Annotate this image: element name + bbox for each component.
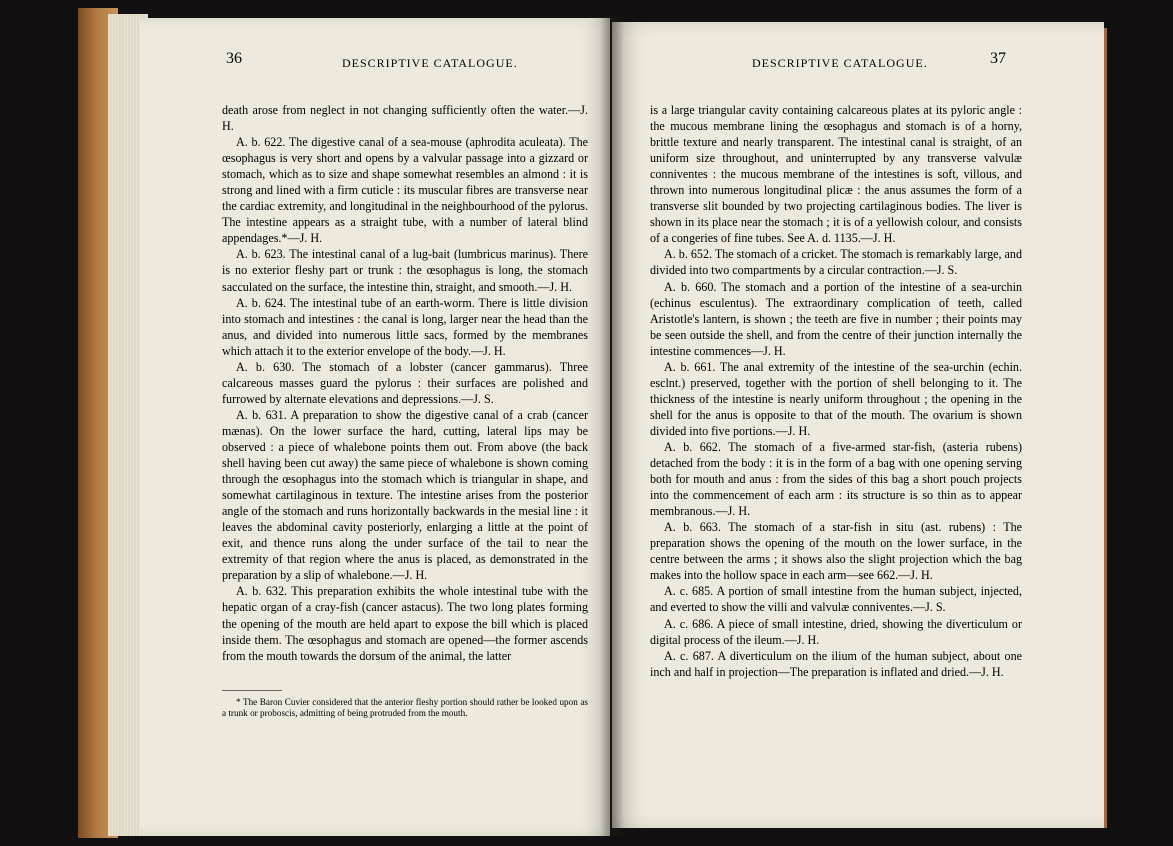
- footnote-text: * The Baron Cuvier considered that the anterior fleshy portion should rather be looked upon as a trunk or proboscis, admitting of being protruded from the mouth.: [222, 697, 588, 718]
- paragraph: A. b. 652. The stomach of a cricket. The stomach is remarkably large, and divided into two compartments by a circular contraction.—J. S.: [650, 247, 1022, 278]
- paragraph: is a large triangular cavity containing calcareous plates at its pyloric angle : the mucous membrane lining the œsophagus and stomach is of a horny, brittle texture and nearly transparent. The intestinal canal is straight, of an uniform size throughout, and uninterrupted by any transverse valvulæ conniventes : the mucous membrane of the intestines is soft, villous, and thrown into numerous longitudinal plicæ : the anus assumes the form of a transverse slit bounded by two projecting cartilaginous bodies. The liver is shown in its place near the stomach ; it is of a yellowish colour, and consists of a congeries of fine tubes. See A. d. 1135.—J. H.: [650, 103, 1022, 246]
- right-page-number: 37: [990, 50, 1006, 67]
- paragraph: A. c. 686. A piece of small intestine, dried, showing the diverticulum or digital process of the ileum.—J. H.: [650, 616, 1022, 647]
- paragraph: death arose from neglect in not changing sufficiently often the water.—J. H.: [222, 103, 588, 134]
- paragraph: A. b. 662. The stomach of a five-armed star-fish, (asteria rubens) detached from the body : it is in the form of a bag with one opening serving both for mouth and anus : from the sides of this bag a short pouch projects into the commencement of each arm : its structure is so thin as to appear membranous.—J. H.: [650, 439, 1022, 519]
- left-page-body: [222, 102, 588, 664]
- right-page-body: [650, 102, 1022, 680]
- paragraph: A. b. 660. The stomach and a portion of the intestine of a sea-urchin (echinus esculentus). The extraordinary complication of teeth, called Aristotle's lantern, is shown ; the teeth are five in number ; their points may be seen outside the shell, and from the centre of their junction internally the intestine commences—J. H.: [650, 279, 1022, 358]
- paragraph: A. c. 685. A portion of small intestine from the human subject, injected, and everted to show the villi and valvulæ conniventes.—J. S.: [650, 584, 1022, 615]
- paragraph: A. c. 687. A diverticulum on the ilium of the human subject, about one inch and half in projection—The preparation is inflated and dried.—J. H.: [650, 648, 1022, 679]
- paragraph: A. b. 623. The intestinal canal of a lug-bait (lumbricus marinus). There is no exterior fleshy part or trunk : the œsophagus is long, the stomach sacculated on the surface, the intestine thin, straight, and smooth.—J. H.: [222, 247, 588, 294]
- paragraph: A. b. 661. The anal extremity of the intestine of the sea-urchin (echin. esclnt.) preserved, together with the portion of shell belonging to it. The thickness of the intestine is nearly uniform throughout ; the opening in the shell for the anus is opposite to that of the mouth. The ovarium is shown divided into five portions.—J. H.: [650, 359, 1022, 438]
- paragraph: A. b. 631. A preparation to show the digestive canal of a crab (cancer mænas). On the lower surface the hard, cutting, lateral lips may be observed : a piece of whalebone points them out. From above (the back shell having been cut away) the same piece of whalebone is shown coming through the œsophagus into the stomach which is triangular in shape, and somewhat cartilaginous in texture. The intestine arises from the posterior angle of the stomach and runs horizontally backwards in the mesial line : it leaves the abdominal cavity posteriorly, enlarging a little at the point of exit, and thence runs along the under surface of the tail to near the extremity of that region where the anus is placed, as demonstrated in the preparation by a slip of whalebone.—J. H.: [222, 407, 588, 583]
- book-gutter: [600, 16, 624, 836]
- right-running-header: DESCRIPTIVE CATALOGUE.: [752, 56, 928, 70]
- paragraph: A. b. 632. This preparation exhibits the whole intestinal tube with the hepatic organ of a cray-fish (cancer astacus). The two long plates forming the opening of the mouth are held apart to expose the bill which is placed inside them. The œsophagus and stomach are opened—the former ascends from the mouth towards the dorsum of the animal, the latter: [222, 584, 588, 663]
- paragraph: A. b. 630. The stomach of a lobster (cancer gammarus). Three calcareous masses guard the pylorus : their surfaces are polished and furrowed by alternate elevations and depressions.—J. S.: [222, 359, 588, 406]
- footnote-rule: [222, 690, 282, 691]
- left-running-header: DESCRIPTIVE CATALOGUE.: [342, 56, 518, 70]
- paragraph: A. b. 624. The intestinal tube of an earth-worm. There is little division into stomach and intestines : the canal is long, larger near the head than the anus, and divided into numerous little sacs, formed by the membranes which attach it to the exterior envelope of the body.—J. H.: [222, 295, 588, 358]
- left-page-number: 36: [226, 50, 242, 67]
- paragraph: A. b. 663. The stomach of a star-fish in situ (ast. rubens) : The preparation shows the opening of the mouth on the lower surface, in the centre between the arms ; it shows also the slight projection which the bag makes into the hollow space in each arm—see 662.—J. H.: [650, 520, 1022, 583]
- footnote: [222, 697, 588, 719]
- paragraph: A. b. 622. The digestive canal of a sea-mouse (aphrodita aculeata). The œsophagus is very short and opens by a valvular passage into a gizzard or stomach, which as to size and shape somewhat resembles an almond : it is strong and lined with a firm cuticle : its muscular fibres are transverse near the cardiac extremity, and longitudinal in the neighbourhood of the pylorus. The intestine appears as a straight tube, with a number of lateral blind appendages.*—J. H.: [222, 135, 588, 246]
